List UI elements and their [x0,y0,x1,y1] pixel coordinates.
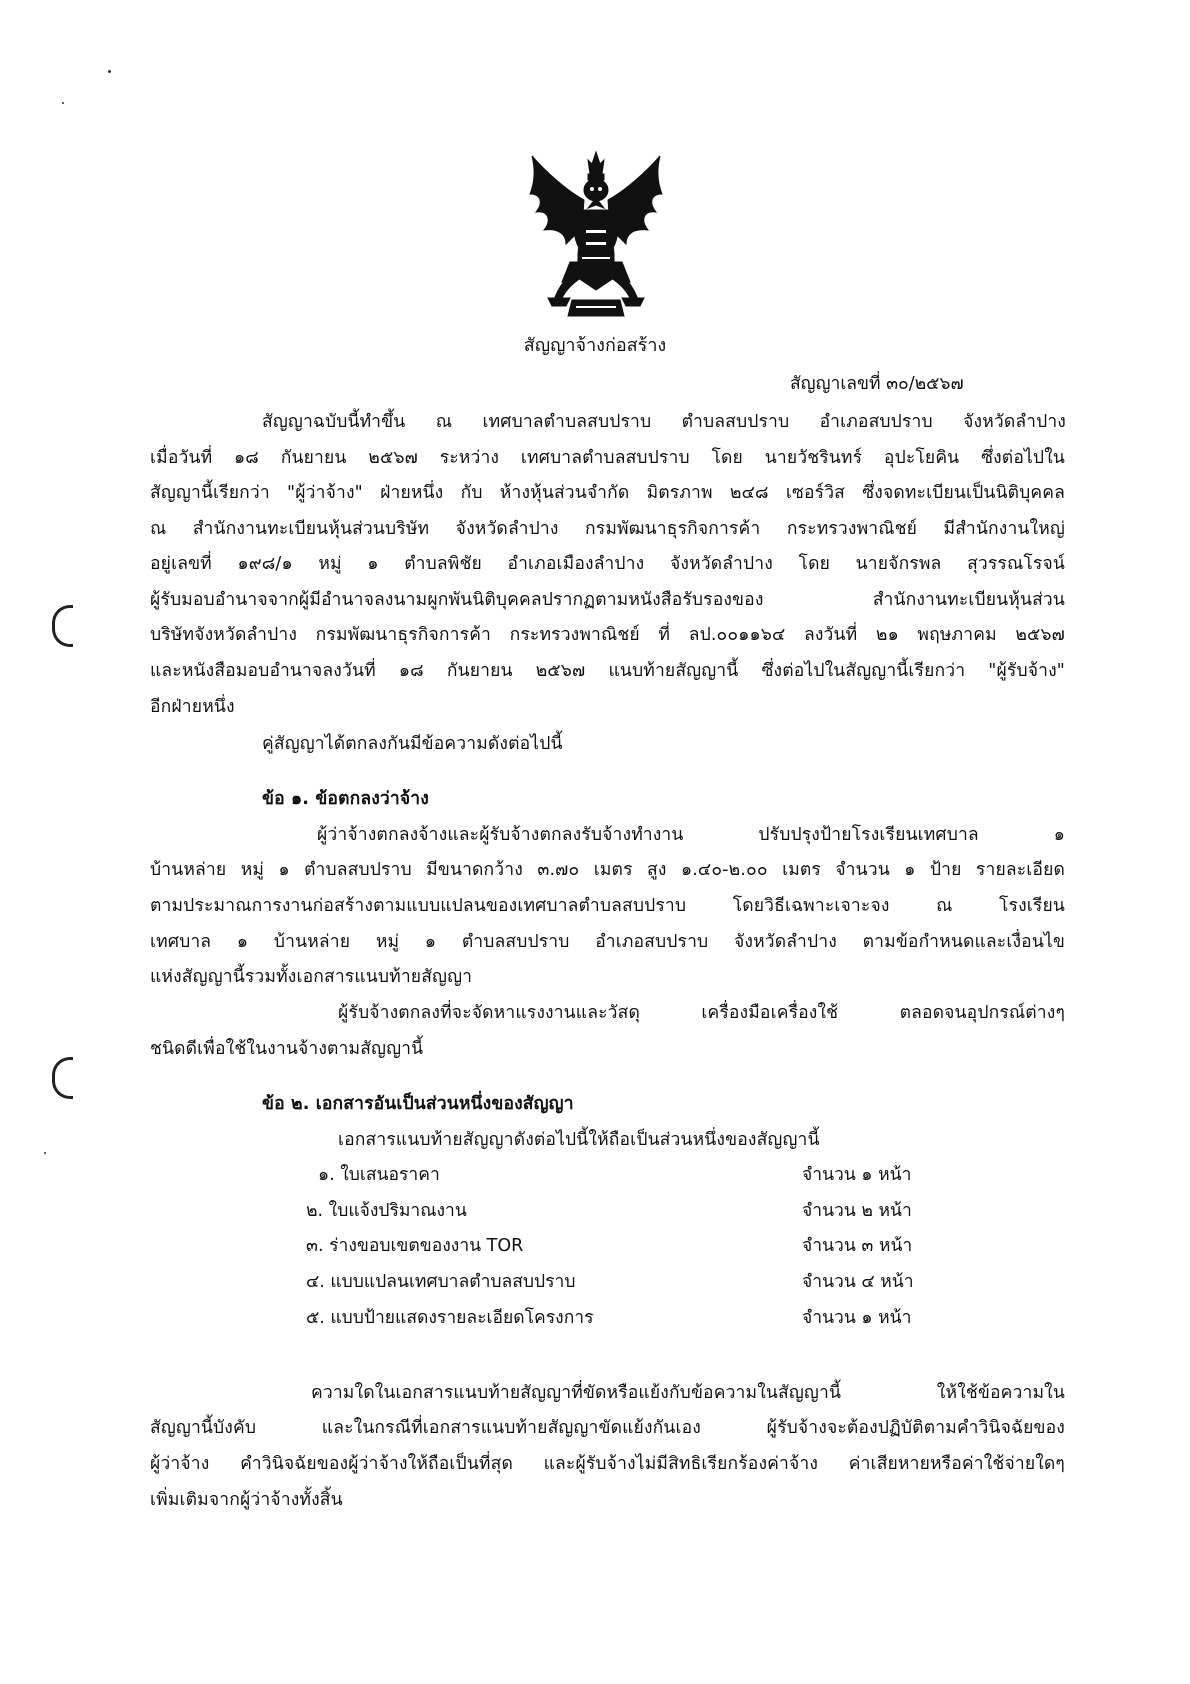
clause-1-line: ผู้ว่าจ้างตกลงจ้างและผู้รับจ้างตกลงรับจ้างทำงาน ปรับปรุงป้ายโรงเรียนเทศบาล ๑ [317,825,1065,845]
preamble-line: อีกฝ่ายหนึ่ง [150,697,235,717]
clause-1-heading: ข้อ ๑. ข้อตกลงว่าจ้าง [262,789,429,809]
garuda-emblem-icon [526,150,666,318]
preamble-line: และหนังสือมอบอำนาจลงวันที่ ๑๘ กันยายน ๒๕๖๗ แนบท้ายสัญญานี้ ซึ่งต่อไปในสัญญานี้เรียกว่า "ผู้รับจ้าง" [150,661,1065,681]
clause-1-line: ตามประมาณการงานก่อสร้างตามแบบแปลนของเทศบาลตำบลสบปราบ โดยวิธีเฉพาะเจาะจง ณ โรงเรียน [150,896,1065,916]
attachment-count: จำนวน ๒ หน้า [802,1201,912,1221]
agreement-intro: คู่สัญญาได้ตกลงกันมีข้อความดังต่อไปนี้ [262,734,563,754]
preamble-line: เมื่อวันที่ ๑๘ กันยายน ๒๕๖๗ ระหว่าง เทศบาลตำบลสบปราบ โดย นายวัชรินทร์ อุปะโยคิน ซึ่งต่อไปใน [150,448,1065,468]
punch-hole [52,605,73,647]
clause-2-closing-line: สัญญานี้บังคับ และในกรณีที่เอกสารแนบท้ายสัญญาขัดแย้งกันเอง ผู้รับจ้างจะต้องปฏิบัติตามคำวินิจฉัยของ [150,1418,1065,1438]
attachment-count: จำนวน ๑ หน้า [802,1165,912,1185]
attachment-count: จำนวน ๑ หน้า [802,1308,912,1328]
preamble-line: บริษัทจังหวัดลำปาง กรมพัฒนาธุรกิจการค้า กระทรวงพาณิชย์ ที่ ลป.๐๐๑๑๖๔ ลงวันที่ ๒๑ พฤษภาคม ๒๕๖๗ [150,625,1065,645]
clause-1-line: ชนิดดีเพื่อใช้ในงานจ้างตามสัญญานี้ [150,1039,424,1059]
preamble-line: ณ สำนักงานทะเบียนหุ้นส่วนบริษัท จังหวัดลำปาง กรมพัฒนาธุรกิจการค้า กระทรวงพาณิชย์ มีสำนักงานใหญ่ [150,519,1065,539]
attachment-name: ๔. แบบแปลนเทศบาลตำบลสบปราบ [306,1272,576,1292]
clause-1-line: เทศบาล ๑ บ้านหล่าย หมู่ ๑ ตำบลสบปราบ อำเภอสบปราบ จังหวัดลำปาง ตามข้อกำหนดและเงื่อนไข [150,932,1065,952]
scan-speck [44,1152,46,1154]
punch-hole [52,1057,73,1099]
attachment-count: จำนวน ๓ หน้า [802,1236,913,1256]
scan-speck [62,102,64,104]
preamble-line: ผู้รับมอบอำนาจจากผู้มีอำนาจลงนามผูกพันนิติบุคคลปรากฏตามหนังสือรับรองของ สำนักงานทะเบียนหุ้นส่วน [150,590,1065,610]
clause-2-closing-line: ความใดในเอกสารแนบท้ายสัญญาที่ขัดหรือแย้งกับข้อความในสัญญานี้ ให้ใช้ข้อความใน [311,1383,1065,1403]
clause-2-closing-line: เพิ่มเติมจากผู้ว่าจ้างทั้งสิ้น [150,1490,343,1510]
attachment-name: ๓. ร่างขอบเขตของงาน TOR [306,1236,524,1256]
document-title: สัญญาจ้างก่อสร้าง [523,335,667,356]
attachment-name: ๒. ใบแจ้งปริมาณงาน [306,1201,467,1221]
clause-2-intro: เอกสารแนบท้ายสัญญาดังต่อไปนี้ให้ถือเป็นส่วนหนึ่งของสัญญานี้ [338,1130,820,1150]
preamble-line: สัญญานี้เรียกว่า "ผู้ว่าจ้าง" ฝ่ายหนึ่ง กับ ห้างหุ้นส่วนจำกัด มิตรภาพ ๒๔๘ เซอร์วิส ซึ่งจดทะเบียนเป็นนิติบุคคล [150,483,1065,503]
clause-2-heading: ข้อ ๒. เอกสารอันเป็นส่วนหนึ่งของสัญญา [262,1094,574,1114]
preamble-line: สัญญาฉบับนี้ทำขึ้น ณ เทศบาลตำบลสบปราบ ตำบลสบปราบ อำเภอสบปราบ จังหวัดลำปาง [262,412,1066,432]
scan-speck [108,70,111,73]
clause-1-line: แห่งสัญญานี้รวมทั้งเอกสารแนบท้ายสัญญา [150,967,473,987]
clause-2-closing-line: ผู้ว่าจ้าง คำวินิจฉัยของผู้ว่าจ้างให้ถือเป็นที่สุด และผู้รับจ้างไม่มีสิทธิเรียกร้องค่าจ้าง ค่าเสียหายหรือค่าใช้จ่ายใดๆ [150,1454,1065,1474]
attachment-count: จำนวน ๔ หน้า [802,1272,914,1292]
preamble-line: อยู่เลขที่ ๑๙๘/๑ หมู่ ๑ ตำบลพิชัย อำเภอเมืองลำปาง จังหวัดลำปาง โดย นายจักรพล สุวรรณโรจน์ [150,554,1065,574]
attachment-name: ๑. ใบเสนอราคา [318,1165,440,1185]
clause-1-line: บ้านหล่าย หมู่ ๑ ตำบลสบปราบ มีขนาดกว้าง ๓.๗๐ เมตร สูง ๑.๔๐-๒.๐๐ เมตร จำนวน ๑ ป้าย รายละเอียด [150,860,1065,880]
attachment-name: ๕. แบบป้ายแสดงรายละเอียดโครงการ [306,1308,594,1328]
clause-1-line: ผู้รับจ้างตกลงที่จะจัดหาแรงงานและวัสดุ เครื่องมือเครื่องใช้ ตลอดจนอุปกรณ์ต่างๆ [338,1003,1065,1023]
contract-number: สัญญาเลขที่ ๓๐/๒๕๖๗ [790,374,964,394]
